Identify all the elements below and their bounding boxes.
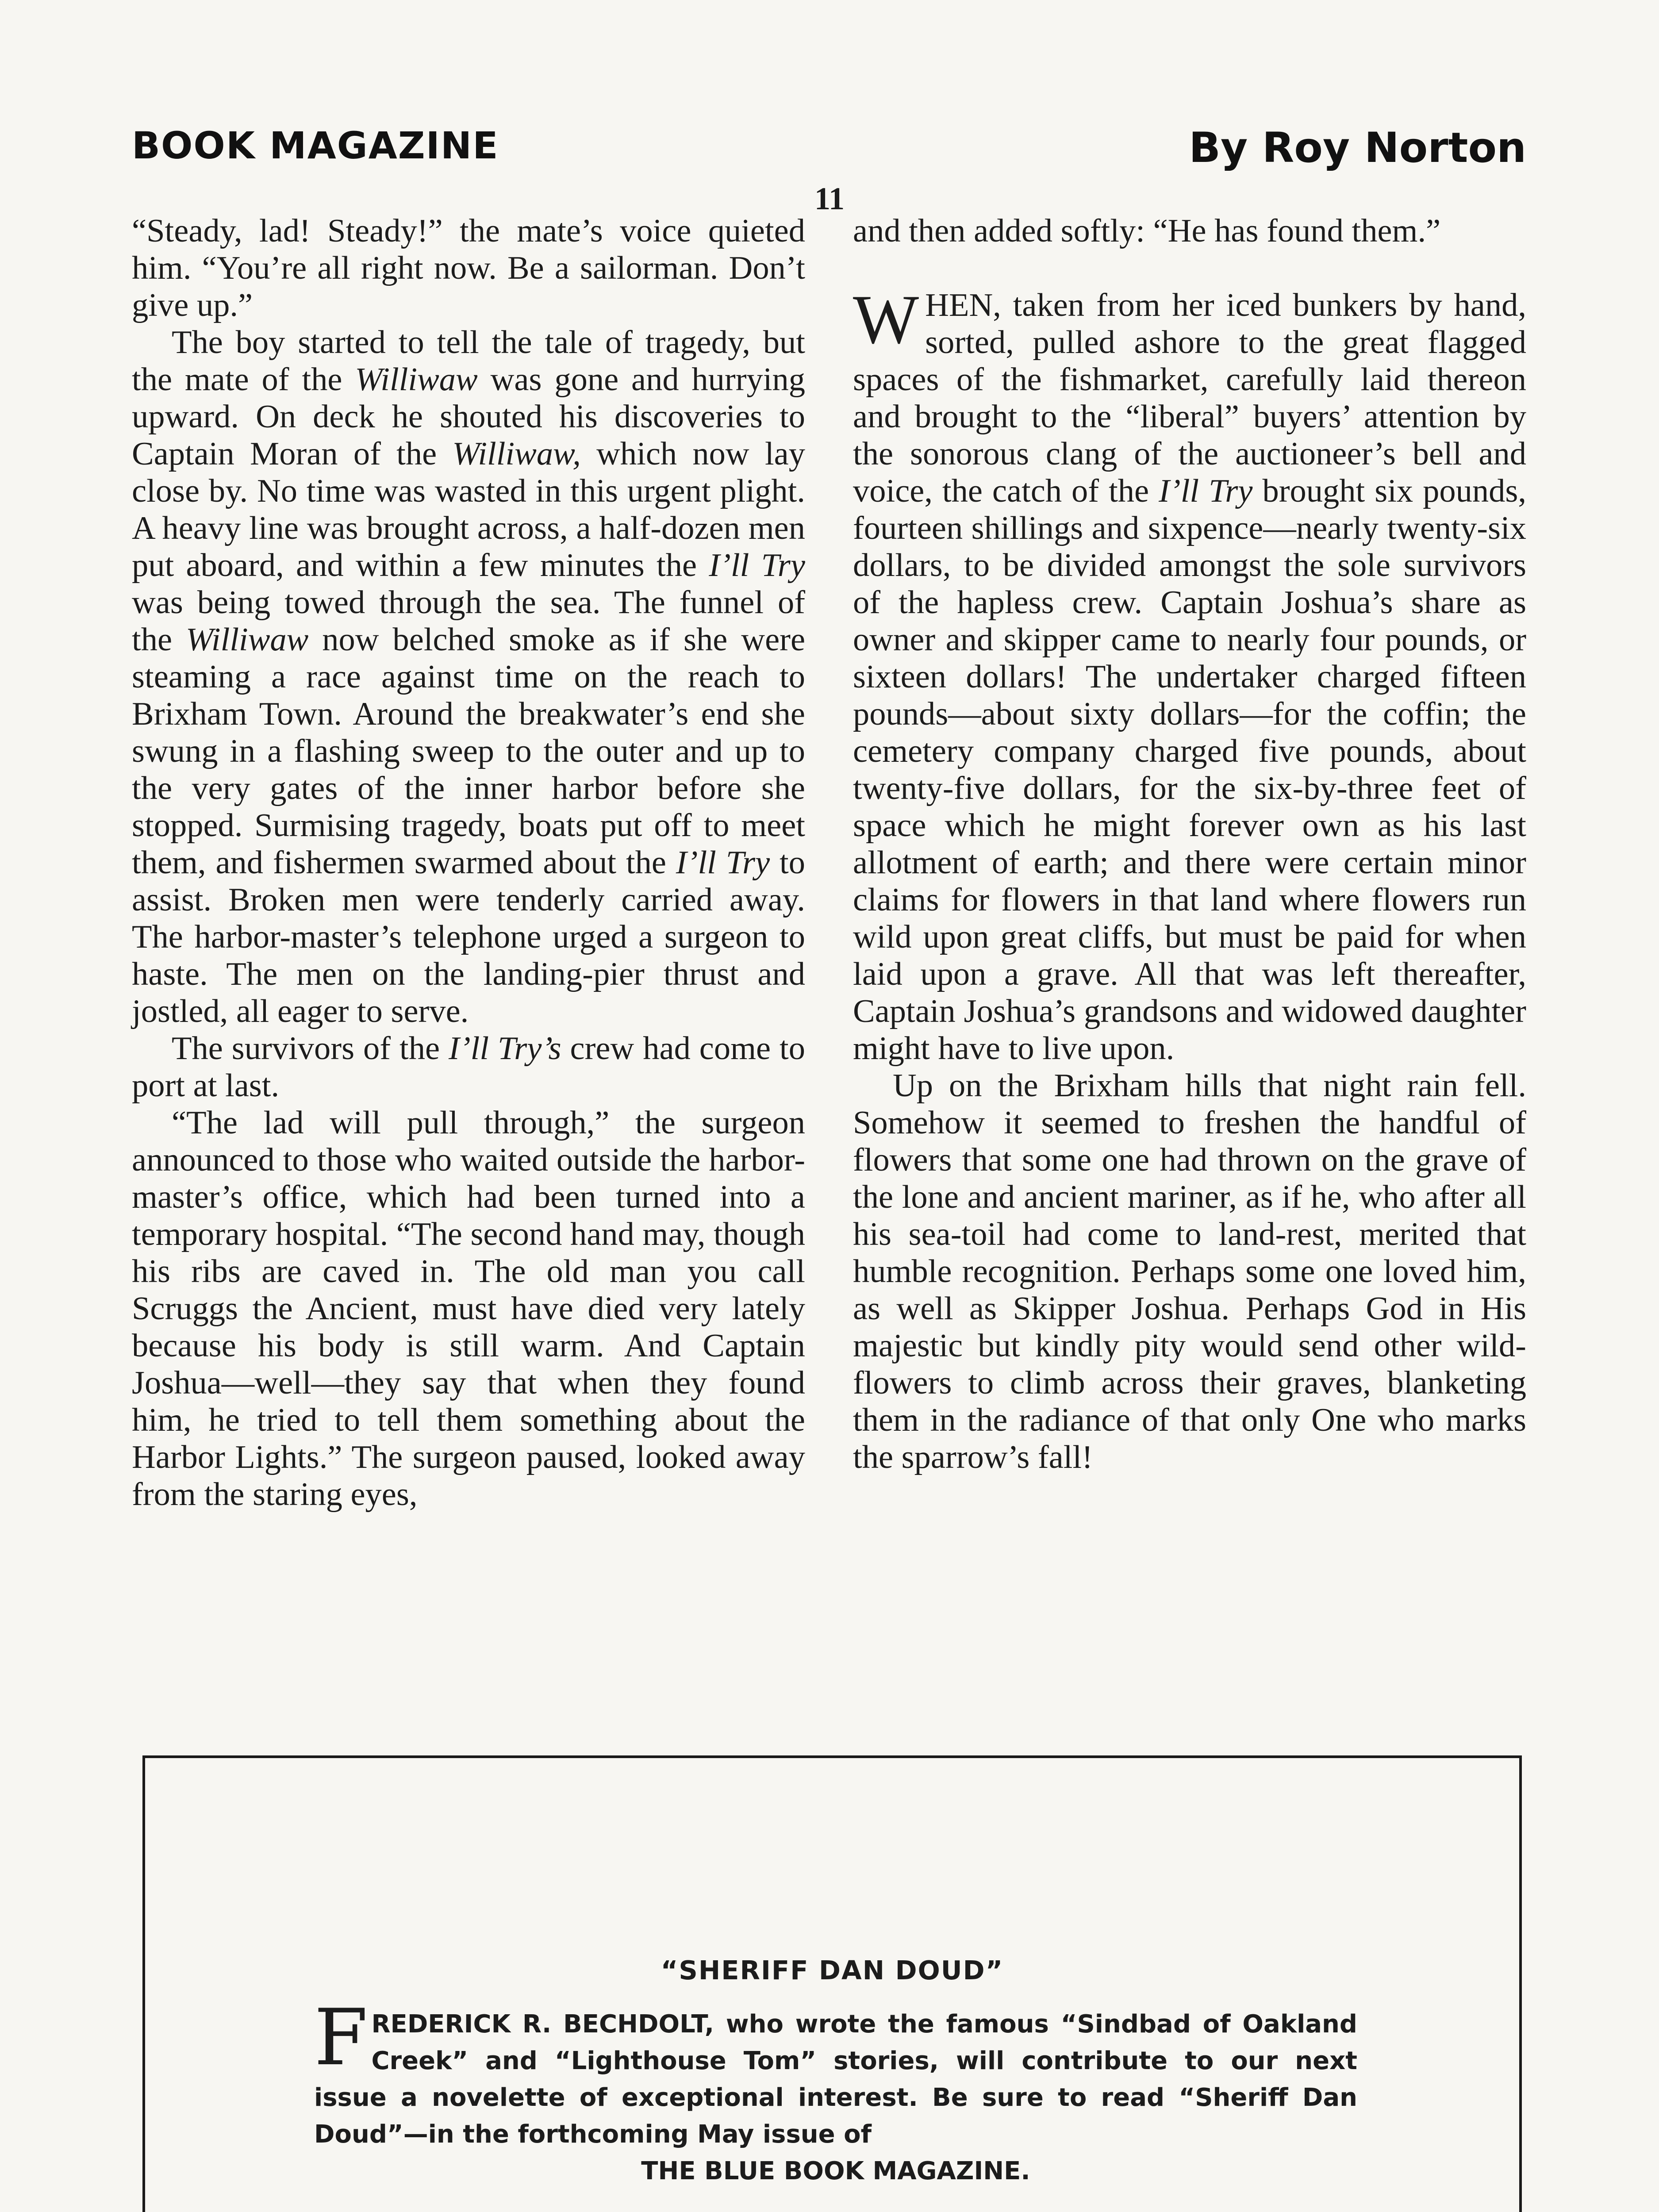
paragraph: The boy started to tell the tale of tragedy, but the mate of the Williwaw was gone and hurrying upward. On deck he shouted his discoveries to Captain Moran of the Williwaw, which now lay close by. No time was wasted in this urgent plight. A heavy line was brought across, a half-dozen men put aboard, and within a few minutes the I’ll Try was being towed through the sea. The funnel of the Williwaw now belched smoke as if she were steaming a race against time on the reach to Brixham Town. Around the breakwater’s end she swung in a flashing sweep to the outer and up to the very gates of the inner harbor before she stopped. Surmising tragedy, boats put off to meet them, and fishermen swarmed about the I’ll Try to assist. Broken men were tenderly carried away. The harbor-master’s telephone urged a surgeon to haste. The men on the landing-pier thrust and jostled, all eager to serve. [132, 324, 806, 1029]
announcement-box [142, 1755, 1522, 2212]
magazine-name: THE BLUE BOOK MAGAZINE. [641, 2157, 1030, 2185]
page-number: 11 [814, 181, 845, 216]
running-header-title: BOOK MAGAZINE [132, 124, 499, 167]
ship-name: Williwaw [355, 361, 478, 398]
drop-cap: F [314, 1993, 368, 2083]
announcement-text: REDERICK R. BECHDOLT, who wrote the famous “Sindbad of Oakland Creek” and “Lighthouse Tom” stories, will contribute to our next issue a novelette of exceptional interest. Be sure to read “Sheriff Dan Doud”—in the forthcoming May issue of [314, 2010, 1357, 2149]
announcement-title: “SHERIFF DAN DOUD” [661, 1955, 1004, 1985]
ship-name: Williwaw, [452, 436, 581, 472]
ship-name: I’ll Try’s [449, 1030, 561, 1067]
section-opening-paragraph: WHEN, taken from her iced bunkers by hand, sorted, pulled ashore to the great flagged spaces of the fishmarket, carefully laid thereon and brought to the “liberal” buyers’ attention by the sonorous clang of the auctioneer’s bell and voice, the catch of the I’ll Try brought six pounds, fourteen shillings and sixpence—nearly twenty-six dollars, to be divided amongst the sole survivors of the hapless crew. Captain Joshua’s share as owner and skipper came to nearly four pounds, or sixteen dollars! The undertaker charged fifteen pounds—about sixty dollars—for the coffin; the cemetery company charged five pounds, about twenty-five dollars, for the six-by-three feet of space which he might forever own as his last allotment of earth; and there were certain minor claims for flowers in that land where flowers run wild upon great cliffs, but must be paid for when laid upon a grave. All that was left thereafter, Captain Joshua’s grandsons and widowed daughter might have to live upon. [853, 281, 1526, 1067]
announcement-body [314, 1993, 1357, 2189]
drop-cap: W [853, 281, 919, 358]
paragraph: and then added softly: “He has found them.” [853, 213, 1441, 249]
left-column [132, 212, 805, 1513]
ship-name: I’ll Try [709, 547, 805, 584]
ship-name: I’ll Try [676, 845, 770, 881]
right-column [853, 212, 1526, 1476]
ship-name: Williwaw [185, 622, 309, 658]
ship-name: I’ll Try [1159, 473, 1253, 509]
paragraph: Up on the Brixham hills that night rain fell. Somehow it seemed to freshen the handful of flowers that some one had thrown on the grave of the lone and ancient mariner, as if he, who after all his sea-toil had come to land-rest, merited that humble recognition. Perhaps some one loved him, as well as Skipper Joshua. Perhaps God in His majestic but kindly pity would send other wild-flowers to climb across their graves, blanketing them in the radiance of that only One who marks the sparrow’s fall! [853, 1068, 1526, 1475]
paragraph: The survivors of the I’ll Try’s crew had come to port at last. [132, 1030, 806, 1104]
paragraph: “Steady, lad! Steady!” the mate’s voice quieted him. “You’re all right now. Be a sailorman. Don’t give up.” [132, 213, 805, 323]
paragraph: “The lad will pull through,” the surgeon announced to those who waited outside the harbor-master’s office, which had been turned into a temporary hospital. “The second hand may, though his ribs are caved in. The old man you call Scruggs the Ancient, must have died very lately because his body is still warm. And Captain Joshua—well—they say that when they found him, he tried to tell them something about the Harbor Lights.” The surgeon paused, looked away from the staring eyes, [132, 1105, 806, 1513]
running-header-author: By Roy Norton [1189, 124, 1526, 172]
